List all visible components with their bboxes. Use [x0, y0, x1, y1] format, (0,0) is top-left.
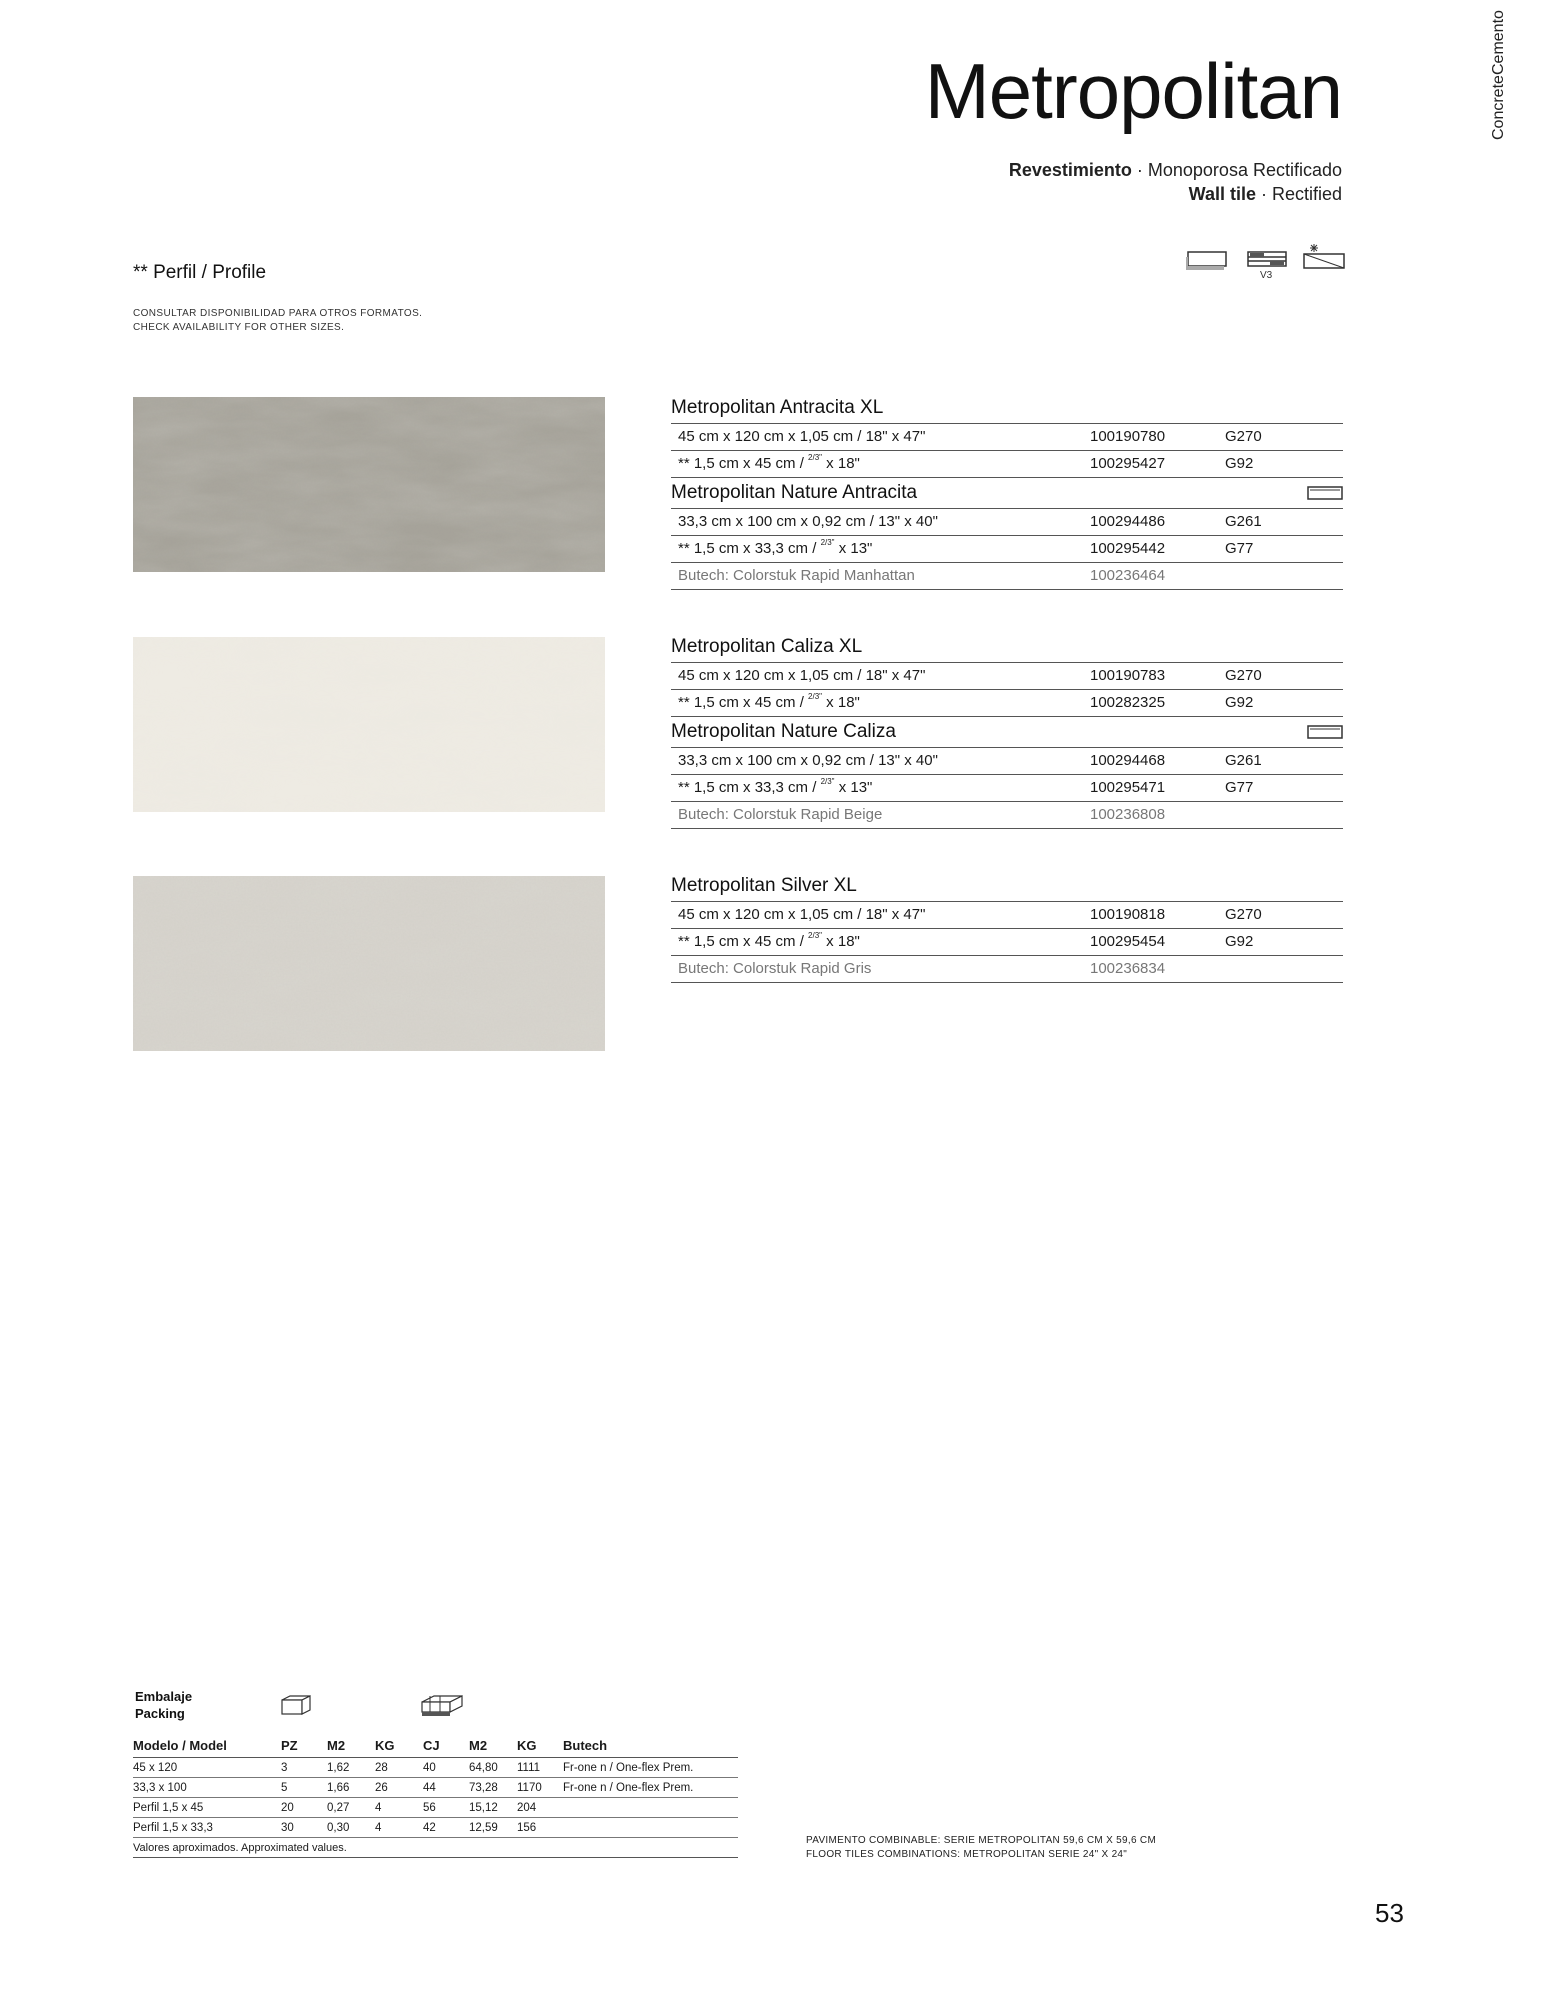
product-title-row — [671, 478, 1343, 509]
table-row: 33,3 x 100 5 1,66 26 44 73,28 1170 Fr-one n / One-flex Prem. — [133, 1778, 738, 1798]
product-block-silver — [671, 871, 1343, 983]
wall-tile-icon — [1186, 252, 1226, 270]
subtitle-en — [1189, 184, 1342, 205]
tile-spec-icons — [1186, 242, 1346, 282]
profile-note: ** Perfil / Profile — [133, 262, 267, 283]
code-cell: 100295442 — [1090, 540, 1166, 557]
availability-note — [133, 307, 422, 335]
product-title: Metropolitan Caliza XL — [671, 632, 1343, 663]
product-title: Metropolitan Nature Caliza — [671, 721, 896, 742]
table-row — [671, 451, 1343, 478]
size-cell: ** 1,5 cm x 45 cm / $^{2/3"}$ x 18" — [678, 453, 860, 472]
availability-es: CONSULTAR DISPONIBILIDAD PARA OTROS FORMATOS. — [133, 308, 423, 319]
size-cell: Butech: Colorstuk Rapid Manhattan — [678, 567, 915, 584]
packing-label — [135, 1688, 192, 1722]
table-row — [671, 690, 1343, 717]
subtitle-es — [1009, 160, 1342, 181]
table-row — [671, 536, 1343, 563]
col-kg-pallet: KG — [517, 1733, 563, 1758]
table-row — [671, 775, 1343, 802]
code-cell: 100295471 — [1090, 779, 1166, 796]
swatch-caliza — [133, 637, 605, 812]
size-cell: ** 1,5 cm x 45 cm / $^{2/3"}$ x 18" — [678, 692, 860, 711]
table-row — [671, 902, 1343, 929]
code-cell: 100236464 — [1090, 567, 1166, 584]
category-en: Concrete — [1490, 74, 1507, 140]
product-title: Metropolitan Nature Antracita — [671, 482, 918, 503]
col-cj: CJ — [423, 1733, 469, 1758]
code-cell: 100295454 — [1090, 933, 1166, 950]
table-row — [671, 509, 1343, 536]
packing-label-en: Packing — [135, 1706, 185, 1721]
subtitle-es-rest: · Monoporosa Rectificado — [1131, 160, 1342, 180]
size-cell: Butech: Colorstuk Rapid Beige — [678, 806, 883, 823]
floor-note-en: FLOOR TILES COMBINATIONS: METROPOLITAN SERIE 24" X 24" — [806, 1849, 1128, 1860]
category-es: Cemento — [1490, 10, 1507, 75]
size-cell: 33,3 cm x 100 cm x 0,92 cm / 13" x 40" — [678, 513, 938, 530]
grade-cell: G92 — [1225, 933, 1254, 950]
subtitle-en-rest: · Rectified — [1255, 184, 1342, 204]
size-cell: 45 cm x 120 cm x 1,05 cm / 18" x 47" — [678, 428, 926, 445]
variation-v3-icon — [1248, 252, 1286, 281]
size-cell: 33,3 cm x 100 cm x 0,92 cm / 13" x 40" — [678, 752, 938, 769]
table-row: 45 x 120 3 1,62 28 40 64,80 1111 Fr-one n / One-flex Prem. — [133, 1758, 738, 1778]
col-pz: PZ — [281, 1733, 327, 1758]
approx-note: Valores aproximados. Approximated values. — [133, 1838, 738, 1858]
swatch-antracita — [133, 397, 605, 572]
grade-cell: G92 — [1225, 455, 1254, 472]
table-header-row — [133, 1733, 738, 1758]
subtitle-es-bold: Revestimiento — [1008, 160, 1132, 180]
grade-cell: G261 — [1225, 513, 1262, 530]
grade-cell: G77 — [1225, 779, 1254, 796]
product-title: Metropolitan Silver XL — [671, 871, 1343, 902]
category-label — [1490, 10, 1508, 140]
code-cell: 100294468 — [1090, 752, 1166, 769]
packing-label-es: Embalaje — [135, 1689, 193, 1704]
subtitle-en-bold: Wall tile — [1188, 184, 1256, 204]
pallet-icon — [420, 1692, 464, 1718]
product-title-row — [671, 717, 1343, 748]
swatch-silver — [133, 876, 605, 1051]
tile-format-icon — [1307, 725, 1343, 739]
table-row — [671, 563, 1343, 590]
product-block-antracita — [671, 393, 1343, 590]
code-cell: 100190818 — [1090, 906, 1166, 923]
table-row — [671, 748, 1343, 775]
grade-cell: G77 — [1225, 540, 1254, 557]
box-icon — [280, 1694, 312, 1716]
col-m2: M2 — [327, 1733, 375, 1758]
table-row — [671, 802, 1343, 829]
size-cell: ** 1,5 cm x 33,3 cm / $^{2/3"}$ x 13" — [678, 777, 873, 796]
size-cell: 45 cm x 120 cm x 1,05 cm / 18" x 47" — [678, 906, 926, 923]
size-cell: ** 1,5 cm x 33,3 cm / $^{2/3"}$ x 13" — [678, 538, 873, 557]
packing-table — [133, 1733, 738, 1858]
table-note-row — [133, 1838, 738, 1858]
code-cell: 100295427 — [1090, 455, 1166, 472]
code-cell: 100236808 — [1090, 806, 1166, 823]
code-cell: 100190783 — [1090, 667, 1166, 684]
availability-en: CHECK AVAILABILITY FOR OTHER SIZES. — [133, 322, 345, 333]
product-title: Metropolitan Antracita XL — [671, 393, 1343, 424]
svg-text:V3: V3 — [1260, 270, 1273, 281]
grade-cell: G92 — [1225, 694, 1254, 711]
size-cell: Butech: Colorstuk Rapid Gris — [678, 960, 872, 977]
grade-cell: G261 — [1225, 752, 1262, 769]
floor-combination-note — [806, 1834, 1156, 1862]
col-m2-pallet: M2 — [469, 1733, 517, 1758]
grade-cell: G270 — [1225, 667, 1262, 684]
page-title: Metropolitan — [924, 47, 1342, 135]
table-row — [671, 424, 1343, 451]
product-block-caliza — [671, 632, 1343, 829]
code-cell: 100282325 — [1090, 694, 1166, 711]
grade-cell — [1225, 802, 1335, 828]
table-row: Perfil 1,5 x 33,3 30 0,30 4 42 12,59 156 — [133, 1818, 738, 1838]
code-cell: 100190780 — [1090, 428, 1166, 445]
table-row — [671, 929, 1343, 956]
size-cell: ** 1,5 cm x 45 cm / $^{2/3"}$ x 18" — [678, 931, 860, 950]
grade-cell — [1225, 563, 1335, 589]
col-model: Modelo / Model — [133, 1733, 281, 1758]
col-kg: KG — [375, 1733, 423, 1758]
grade-cell — [1225, 956, 1335, 982]
code-cell: 100294486 — [1090, 513, 1166, 530]
table-row — [671, 956, 1343, 983]
page-number: 53 — [1375, 1898, 1404, 1928]
col-butech: Butech — [563, 1733, 738, 1758]
grade-cell: G270 — [1225, 428, 1262, 445]
table-row: Perfil 1,5 x 45 20 0,27 4 56 15,12 204 — [133, 1798, 738, 1818]
code-cell: 100236834 — [1090, 960, 1166, 977]
grade-cell: G270 — [1225, 906, 1262, 923]
table-row — [671, 663, 1343, 690]
floor-note-es: PAVIMENTO COMBINABLE: SERIE METROPOLITAN 59,6 CM X 59,6 CM — [806, 1835, 1157, 1846]
rectified-icon — [1304, 244, 1344, 268]
size-cell: 45 cm x 120 cm x 1,05 cm / 18" x 47" — [678, 667, 926, 684]
tile-format-icon — [1307, 486, 1343, 500]
